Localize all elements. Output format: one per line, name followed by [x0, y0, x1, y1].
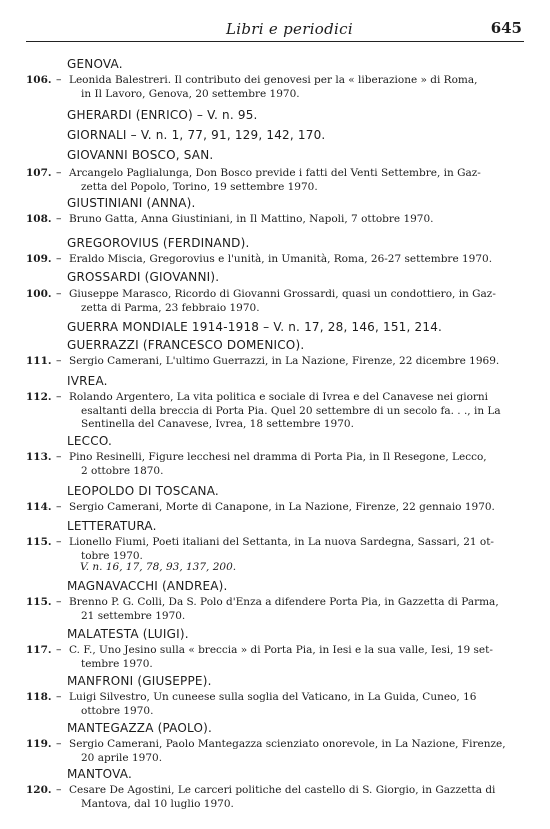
- entry-dash: –: [56, 690, 62, 703]
- entry-line: Sentinella del Canavese, Ivrea, 18 settembre 1970.: [81, 418, 354, 430]
- entry-number: 109.: [26, 253, 52, 265]
- cross-reference: V. n. 16, 17, 78, 93, 137, 200.: [80, 561, 237, 573]
- bibliographic-entry: [69, 74, 499, 101]
- section-heading: GIUSTINIANI (ANNA).: [67, 196, 196, 210]
- entry-line: zetta di Parma, 23 febbraio 1970.: [81, 301, 260, 314]
- entry-number: 117.: [26, 644, 52, 656]
- entry-number: 113.: [26, 451, 52, 463]
- entry-dash: –: [56, 783, 62, 796]
- entry-number: 120.: [26, 784, 52, 796]
- section-heading: MAGNAVACCHI (ANDREA).: [67, 579, 228, 593]
- entry-number: 114.: [26, 501, 52, 513]
- section-heading: MANTEGAZZA (PAOLO).: [67, 721, 213, 735]
- section-heading: LECCO.: [67, 434, 112, 448]
- entry-number: 115.: [26, 536, 52, 548]
- section-heading: MALATESTA (LUIGI).: [67, 627, 189, 641]
- bibliographic-entry: [69, 355, 499, 369]
- bibliographic-entry: [69, 213, 499, 227]
- entry-number: 118.: [26, 691, 52, 703]
- entry-dash: –: [56, 500, 62, 513]
- bibliographic-entry: [69, 644, 499, 671]
- entry-dash: –: [56, 212, 62, 225]
- entry-line: Sergio Camerani, Paolo Mantegazza scienziato onorevole, in La Nazione, Firenze,: [69, 738, 506, 750]
- section-heading: LETTERATURA.: [67, 519, 157, 533]
- section-heading: MANFRONI (GIUSEPPE).: [67, 674, 212, 688]
- entry-line: Bruno Gatta, Anna Giustiniani, in Il Mattino, Napoli, 7 ottobre 1970.: [69, 213, 434, 225]
- entry-dash: –: [56, 737, 62, 750]
- entry-line: Giuseppe Marasco, Ricordo di Giovanni Grossardi, quasi un condottiero, in Gaz-: [69, 288, 496, 300]
- running-title: Libri e periodici: [226, 20, 353, 38]
- entry-line: Pino Resinelli, Figure lecchesi nel dramma di Porta Pia, in Il Resegone, Lecco,: [69, 451, 487, 463]
- entry-dash: –: [56, 354, 62, 367]
- entry-line: Cesare De Agostini, Le carceri politiche del castello di S. Giorgio, in Gazzetta di: [69, 784, 496, 796]
- bibliographic-entry: [69, 691, 499, 718]
- section-heading: GREGOROVIUS (FERDINAND).: [67, 236, 250, 250]
- entry-dash: –: [56, 166, 62, 179]
- entry-number: 119.: [26, 738, 52, 750]
- bibliographic-entry: [69, 391, 499, 432]
- bibliographic-entry: [69, 536, 499, 563]
- entry-line: Brenno P. G. Colli, Da S. Polo d'Enza a difendere Porta Pia, in Gazzetta di Parma,: [69, 596, 499, 608]
- entry-number: 107.: [26, 167, 52, 179]
- entry-line: Sergio Camerani, L'ultimo Guerrazzi, in La Nazione, Firenze, 22 dicembre 1969.: [69, 355, 500, 367]
- entry-line: tembre 1970.: [81, 657, 153, 670]
- section-heading: GUERRA MONDIALE 1914-1918 – V. n. 17, 28, 146, 151, 214.: [67, 320, 443, 334]
- entry-line: in Il Lavoro, Genova, 20 settembre 1970.: [81, 87, 300, 100]
- entry-number: 100.: [26, 288, 52, 300]
- entry-line: Lionello Fiumi, Poeti italiani del Settanta, in La nuova Sardegna, Sassari, 21 ot-: [69, 536, 494, 548]
- bibliographic-entry: [69, 738, 506, 765]
- entry-line: Rolando Argentero, La vita politica e sociale di Ivrea e del Canavese nei giorni: [69, 391, 489, 403]
- bibliographic-entry: [69, 784, 499, 811]
- entry-line: 21 settembre 1970.: [81, 609, 186, 622]
- entry-dash: –: [56, 535, 62, 548]
- entry-dash: –: [56, 73, 62, 86]
- section-heading: GIORNALI – V. n. 1, 77, 91, 129, 142, 170.: [67, 128, 326, 142]
- section-heading: LEOPOLDO DI TOSCANA.: [67, 484, 219, 498]
- entry-number: 108.: [26, 213, 52, 225]
- entry-line: tobre 1970.: [81, 549, 143, 562]
- entry-number: 112.: [26, 391, 52, 403]
- entry-line: C. F., Uno Jesino sulla « breccia » di Porta Pia, in Iesi e la sua valle, Iesi, 19 set-: [69, 644, 493, 656]
- entry-line: 2 ottobre 1870.: [81, 464, 164, 477]
- section-heading: GIOVANNI BOSCO, SAN.: [67, 148, 214, 162]
- entry-line: Luigi Silvestro, Un cuneese sulla soglia del Vaticano, in La Guida, Cuneo, 16: [69, 691, 477, 703]
- entry-line: ottobre 1970.: [81, 704, 154, 717]
- section-heading: GHERARDI (ENRICO) – V. n. 95.: [67, 108, 258, 122]
- entry-line: 20 aprile 1970.: [81, 751, 163, 764]
- entry-line: Eraldo Miscia, Gregorovius e l'unità, in Umanità, Roma, 26-27 settembre 1970.: [69, 253, 493, 265]
- entry-line: esaltanti della breccia di Porta Pia. Quel 20 settembre di un secolo fa. . ., in La: [81, 404, 501, 417]
- entry-dash: –: [56, 390, 62, 403]
- bibliographic-entry: [69, 253, 499, 267]
- entry-number: 111.: [26, 355, 52, 367]
- section-heading: GENOVA.: [67, 57, 123, 71]
- entry-line: Mantova, dal 10 luglio 1970.: [81, 797, 234, 810]
- section-heading: MANTOVA.: [67, 767, 132, 781]
- entry-dash: –: [56, 287, 62, 300]
- entry-dash: –: [56, 643, 62, 656]
- entry-number: 115.: [26, 596, 52, 608]
- bibliographic-entry: [69, 288, 499, 315]
- bibliographic-entry: [69, 596, 499, 623]
- entry-line: Arcangelo Paglialunga, Don Bosco previde i fatti del Venti Settembre, in Gaz-: [69, 167, 481, 179]
- entry-line: Leonida Balestreri. Il contributo dei genovesi per la « liberazione » di Roma,: [69, 74, 478, 86]
- entry-line: Sergio Camerani, Morte di Canapone, in La Nazione, Firenze, 22 gennaio 1970.: [69, 501, 495, 513]
- page-number: 645: [490, 19, 522, 37]
- bibliographic-entry: [69, 501, 499, 515]
- bibliographic-entry: [69, 451, 499, 478]
- entry-dash: –: [56, 252, 62, 265]
- section-heading: IVREA.: [67, 374, 108, 388]
- entry-dash: –: [56, 595, 62, 608]
- running-header: [26, 19, 524, 42]
- section-heading: GROSSARDI (GIOVANNI).: [67, 270, 220, 284]
- section-heading: GUERRAZZI (FRANCESCO DOMENICO).: [67, 338, 305, 352]
- bibliographic-entry: [69, 167, 499, 194]
- entry-line: zetta del Popolo, Torino, 19 settembre 1970.: [81, 180, 318, 193]
- entry-dash: –: [56, 450, 62, 463]
- entry-number: 106.: [26, 74, 52, 86]
